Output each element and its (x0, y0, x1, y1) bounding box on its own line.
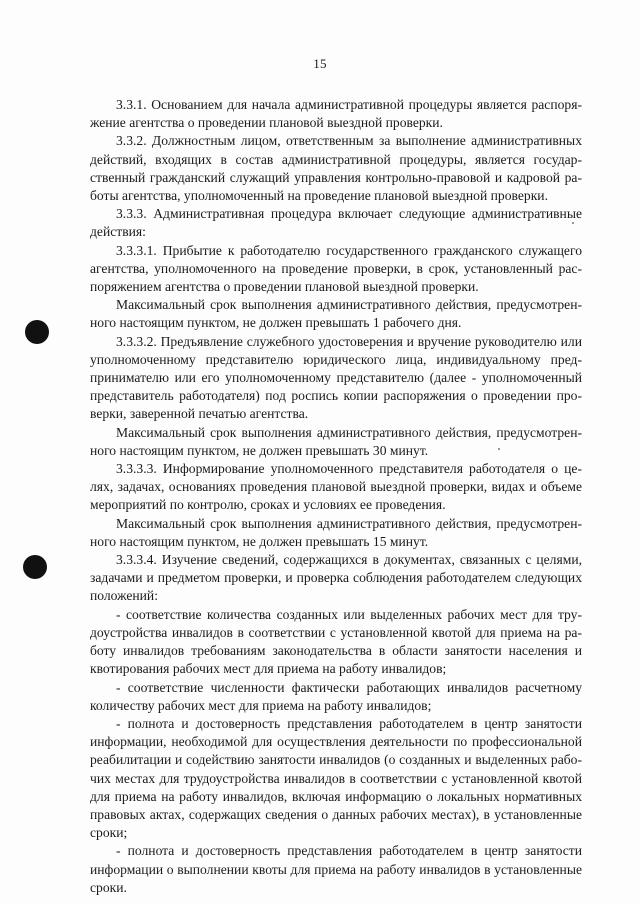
paragraph-max-term-3: Максимальный срок выполнения административного действия, предусмотренного настоящим пунктом, не должен превышать 15 минут. (90, 515, 582, 549)
list-item: - соответствие количества созданных или выделенных рабочих мест для трудоустройства инвалидов в соответствии с установленной квотой для приема на работу инвалидов требованиям законодательства в области занятости населения и квотирования рабочих мест для приема на работу инвалидов; (90, 606, 582, 677)
paragraph-max-term-1: Максимальный срок выполнения административного действия, предусмотренного настоящим пунктом, не должен превышать 1 рабочего дня. (90, 297, 582, 331)
paragraph-3-3-1: 3.3.1. Основанием для начала административной процедуры является распоряжение агентства о проведении плановой выездной проверки. (90, 97, 582, 131)
list-item: - соответствие численности фактически работающих инвалидов расчетному количеству рабочих мест для приема на работу инвалидов; (90, 679, 582, 713)
paragraph-max-term-2: Максимальный срок выполнения административного действия, предусмотренного настоящим пунктом, не должен превышать 30 минут. (90, 424, 582, 458)
punch-hole-mark (23, 555, 47, 579)
list-item: - полнота и достоверность представления работодателем в центр занятости информации о выполнении квоты для приема на работу инвалидов в установленные сроки. (90, 843, 582, 895)
paragraph-3-3-3: 3.3.3. Административная процедура включает следующие административные действия: (90, 206, 582, 240)
page-number: 15 (313, 56, 327, 71)
punch-hole-mark (25, 320, 49, 344)
paragraph-3-3-3-4: 3.3.3.4. Изучение сведений, содержащихся в документах, связанных с целями, задачами и предметом проверки, и проверка соблюдения работодателем следующих положений: (90, 552, 582, 604)
paragraph-3-3-3-3: 3.3.3.3. Информирование уполномоченного представителя работодателя о целях, задачах, основаниях проведения плановой выездной проверки, видах и объеме мероприятий по контролю, сроках и условиях ее проведения. (90, 461, 582, 513)
paragraph-3-3-3-2: 3.3.3.2. Предъявление служебного удостоверения и вручение руководителю или уполномоченному представителю юридического лица, индивидуальному предпринимателю или его уполномоченному представителю (далее - уполномоченный представитель работодателя) под роспись копии распоряжения о проведении проверки, заверенной печатью агентства. (90, 333, 582, 422)
list-item: - полнота и достоверность представления работодателем в центр занятости информации, необходимой для осуществления деятельности по профессиональной реабилитации и содействию занятости инвалидов (о созданных и выделенных рабочих местах для трудоустройства инвалидов в соответствии с установленной квотой для приема на работу инвалидов, включая информацию о локальных нормативных правовых актах, содержащих сведения о данных рабочих местах), в установленные сроки; (90, 715, 582, 841)
paragraph-3-3-3-1: 3.3.3.1. Прибытие к работодателю государственного гражданского служащего агентства, уполномоченного на проведение проверки, в срок, установленный распоряжением агентства о проведении плановой выездной проверки. (90, 242, 582, 295)
paragraph-3-3-2: 3.3.2. Должностным лицом, ответственным за выполнение административных действий, входящих в состав административной процедуры, является государственный гражданский служащий управления контрольно-правовой и кадровой работы агентства, уполномоченный на проведение плановой выездной проверки. (90, 133, 582, 204)
document-body (90, 96, 582, 897)
